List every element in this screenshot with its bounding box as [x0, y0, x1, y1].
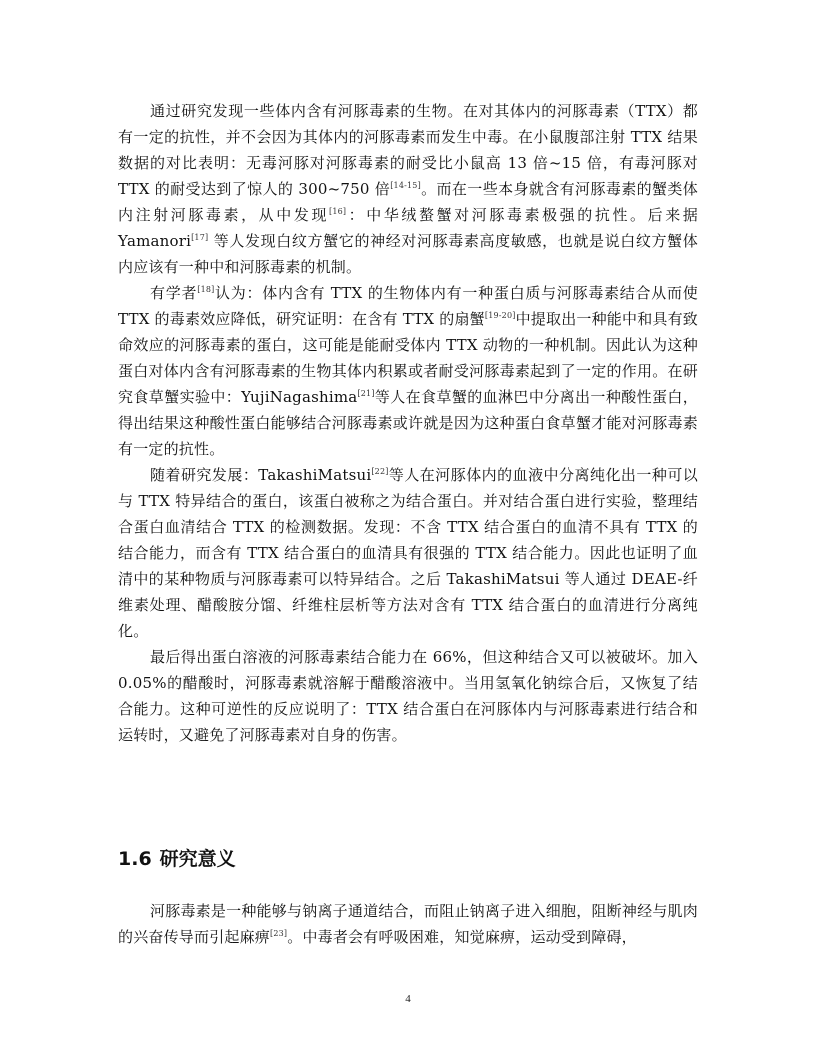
body-text	[118, 98, 698, 748]
paragraph	[118, 98, 698, 280]
section-heading	[118, 845, 236, 873]
text-run: 河豚毒素是一种能够与钠离子通道结合，而阻止钠离子进入细胞，阻断神经与肌肉的兴奋传导而引起麻痹	[118, 902, 698, 946]
text-run: 等人发现白纹方蟹它的神经对河豚毒素高度敏感，也就是说白纹方蟹体内应该有一种中和河豚毒素的机制。	[118, 232, 698, 276]
text-run: 等人在河豚体内的血液中分离纯化出一种可以与 TTX 特异结合的蛋白，该蛋白被称之为结合蛋白。并对结合蛋白进行实验，整理结合蛋白血清结合 TTX 的检测数据。发现：不含 TTX 结合蛋白的血清不具有 TTX 的结合能力，而含有 TTX 结合蛋白的血清具有很强的 TTX 结合能力。因此也证明了血清中的某种物质与河豚毒素可以特异结合。之后 TakashiMatsui 等人通过 DEAE-纤维素处理、醋酸胺分馏、纤维柱层析等方法对含有 TTX 结合蛋白的血清进行分离纯化。	[118, 466, 698, 640]
citation-reference: [22]	[371, 467, 389, 476]
text-run: 。中毒者会有呼吸困难，知觉麻痹，运动受到障碍，	[287, 928, 637, 946]
paragraph	[118, 280, 698, 462]
text-run: 有学者	[150, 284, 198, 302]
text-run: 等人在食草蟹的血淋巴中分离出一种酸性蛋白，得出结果这种酸性蛋白能够结合河豚毒素或许就是因为这种蛋白食草蟹才能对河豚毒素有一定的抗性。	[118, 388, 698, 458]
paragraph	[118, 462, 698, 644]
citation-reference: [14-15]	[390, 181, 421, 190]
text-run: ：中华绒螯蟹对河豚毒素极强的抗性。后来据 Yamanori	[118, 206, 698, 250]
text-run: 认为：体内含有 TTX 的生物体内有一种蛋白质与河豚毒素结合从而使 TTX 的毒素效应降低，研究证明：在含有 TTX 的扇蟹	[118, 284, 698, 328]
citation-reference: [21]	[357, 389, 375, 398]
text-run: 通过研究发现一些体内含有河豚毒素的生物。在对其体内的河豚毒素（TTX）都有一定的抗性，并不会因为其体内的河豚毒素而发生中毒。在小鼠腹部注射 TTX 结果数据的对比表明：无毒河豚对河豚毒素的耐受比小鼠高 13 倍~15 倍，有毒河豚对 TTX 的耐受达到了惊人的 300~750 倍	[118, 102, 698, 198]
paragraph	[118, 898, 698, 950]
citation-reference: [17]	[191, 233, 209, 242]
citation-reference: [18]	[197, 285, 215, 294]
citation-reference: [19-20]	[484, 311, 516, 320]
text-run: 随着研究发展：TakashiMatsui	[150, 466, 372, 484]
text-run: 最后得出蛋白溶液的河豚毒素结合能力在 66%，但这种结合又可以被破坏。加入 0.05%的醋酸时，河豚毒素就溶解于醋酸溶液中。当用氢氧化钠综合后，又恢复了结合能力。这种可逆性的反应说明了：TTX 结合蛋白在河豚体内与河豚毒素进行结合和运转时，又避免了河豚毒素对自身的伤害。	[118, 648, 698, 744]
section-number: 1.6	[118, 848, 152, 870]
section-title: 研究意义	[159, 848, 236, 870]
citation-reference: [16]	[329, 207, 347, 216]
text-run: 中提取出一种能中和具有致命效应的河豚毒素的蛋白，这可能是能耐受体内 TTX 动物的一种机制。因此认为这种蛋白对体内含有河豚毒素的生物其体内积累或者耐受河豚毒素起到了一定的作用。在研究食草蟹实验中：YujiNagashima	[118, 310, 699, 406]
citation-reference: [23]	[270, 929, 288, 938]
page-number: 4	[405, 993, 411, 1005]
paragraph	[118, 644, 698, 748]
text-run: 。而在一些本身就含有河豚毒素的蟹类体内注射河豚毒素，从中发现	[118, 180, 699, 224]
section-body-text	[118, 898, 698, 950]
